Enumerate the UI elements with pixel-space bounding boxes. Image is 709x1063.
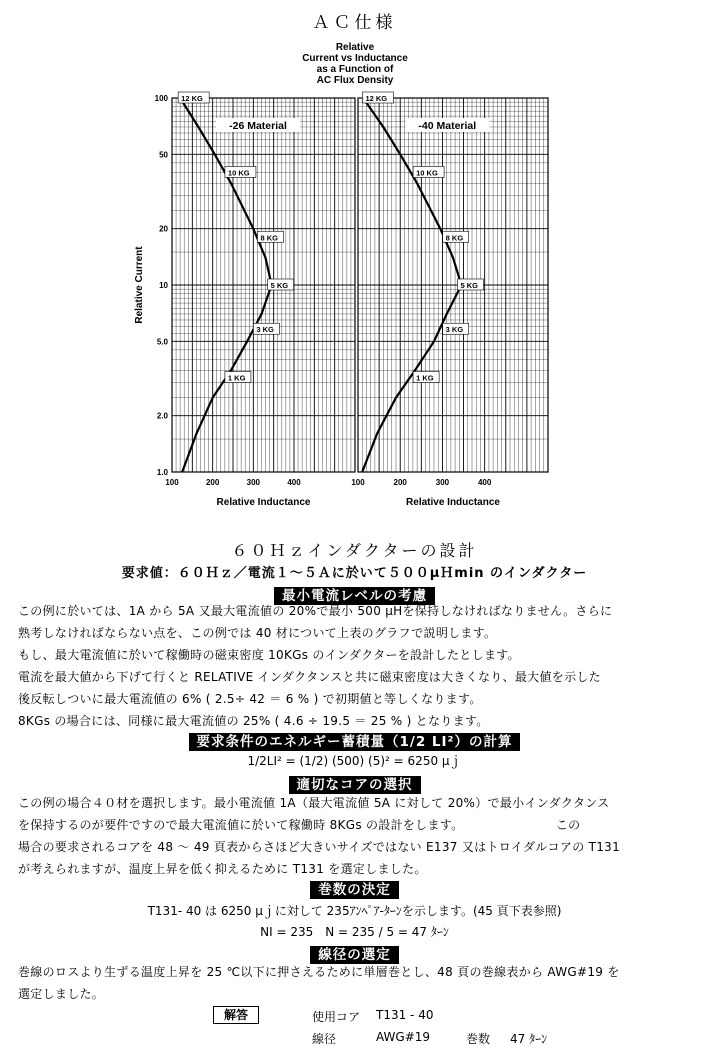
annotation-label: 3 KG xyxy=(445,325,464,335)
y-tick-label: 10 xyxy=(159,281,168,290)
paragraph-min-current xyxy=(18,600,690,732)
annotation-label: 8 KG xyxy=(260,233,278,243)
answer-core-label: 使用コア xyxy=(312,1010,361,1024)
text-line: 選定しました。 xyxy=(18,987,105,1001)
heading-core-select xyxy=(0,773,709,793)
chart-title-line: Relative xyxy=(335,42,375,53)
y-tick-label: 20 xyxy=(159,224,168,234)
answer-label: 解答 xyxy=(213,1006,259,1024)
text-line: 8KGs の場合には、同様に最大電流値の 25% ( 4.6 ÷ 19.5 ＝ 25 % ) となります。 xyxy=(18,714,489,728)
turns-line-2: NI = 235 N = 235 / 5 = 47 ﾀｰﾝ xyxy=(260,925,449,939)
text-line: が考えられますが、温度上昇を低く抑えるために T131 を選定しました。 xyxy=(18,862,427,876)
chart-title-line: Current vs Inductance xyxy=(302,53,408,64)
panel-label: -26 Material xyxy=(229,120,287,132)
x-axis-label: Relative Inductance xyxy=(406,497,500,508)
annotation-label: 12 KG xyxy=(181,94,203,103)
text-line: この例の場合４０材を選択します。最小電流値 1A（最大電流値 5A に対して 20%）で最小インダクタンス xyxy=(18,796,610,810)
heading-energy xyxy=(0,730,709,750)
heading-text: 最小電流レベルの考慮 xyxy=(274,587,435,605)
y-tick-label: 50 xyxy=(159,150,168,160)
heading-text: 巻数の決定 xyxy=(310,881,399,899)
y-tick-label: 5.0 xyxy=(156,337,168,347)
annotation-label: 3 KG xyxy=(256,325,274,335)
text-line: 後反転しついに最大電流値の 6% ( 2.5÷ 42 ＝ 6 % ) で初期値と等しくなります。 xyxy=(18,692,482,706)
text-line: 熟考しなければならない点を、この例では 40 材について上表のグラフで説明します。 xyxy=(18,626,497,640)
heading-text: 線径の選定 xyxy=(310,946,399,964)
annotation-label: 8 KG xyxy=(445,233,464,243)
page-title: ＡＣ仕様 xyxy=(312,13,397,33)
text-line: を保持するのが要件ですので最大電流値に於いて稼働時 8KGs の設計をします。 この xyxy=(18,818,581,832)
answer-turns-label: 巻数 xyxy=(466,1032,491,1046)
requirement-line: 要求値：６０Ｈｚ／電流１～５Ａに於いて５００μＨmin のインダクター xyxy=(121,566,588,581)
energy-formula: 1/2LI² = (1/2) (500) (5)² = 6250 μｊ xyxy=(247,754,462,768)
answer-wire-label: 線径 xyxy=(312,1032,337,1046)
x-tick-label: 400 xyxy=(287,478,301,487)
heading-wire xyxy=(0,943,709,963)
heading-text: 適切なコアの選択 xyxy=(289,776,421,794)
chart-panel-1 xyxy=(134,92,355,508)
x-tick-label: 200 xyxy=(205,478,220,487)
panel-label: -40 Material xyxy=(418,120,477,132)
heading-turns xyxy=(0,878,709,898)
chart-title-line: AC Flux Density xyxy=(316,75,394,86)
annotation-label: 10 KG xyxy=(416,168,438,178)
heading-text: 要求条件のエネルギー蓄積量（1/2 LI²）の計算 xyxy=(189,733,521,751)
annotation-label: 1 KG xyxy=(227,373,246,383)
x-tick-label: 200 xyxy=(393,478,407,487)
turns-line-1: T131- 40 は 6250 μｊに対して 235ｱﾝﾍﾟｱ-ﾀｰﾝを示します。(45 頁下表参照) xyxy=(147,904,562,918)
x-axis-label: Relative Inductance xyxy=(216,497,311,508)
inductance-chart xyxy=(0,0,709,520)
answer-wire-value: AWG#19 xyxy=(376,1030,431,1044)
text-line: この例に於いては、1A から 5A 又最大電流値の 20%で最小 500 μHを保持しなければなりません。さらに xyxy=(18,604,613,618)
text-line: 巻線のロスより生ずる温度上昇を 25 ℃以下に押さえるために単層巻とし、48 頁の巻線表から AWG#19 を xyxy=(18,965,620,979)
text-line: 電流を最大値から下げて行くと RELATIVE インダクタンスと共に磁束密度は大きくなり、最大値を示した xyxy=(18,670,601,684)
section-title: ６０Ｈｚインダクターの設計 xyxy=(231,541,478,560)
paragraph-core-select xyxy=(18,792,690,880)
annotation-label: 12 KG xyxy=(365,94,388,103)
x-tick-label: 300 xyxy=(435,478,450,487)
paragraph-wire xyxy=(18,961,690,1005)
answer-turns-value: 47 ﾀｰﾝ xyxy=(510,1032,548,1046)
y-tick-label: 1.0 xyxy=(156,468,168,477)
text-line: もし、最大電流値に於いて稼働時の磁束密度 10KGs のインダクターを設計したとします。 xyxy=(18,648,520,662)
x-tick-label: 100 xyxy=(165,478,179,487)
annotation-label: 1 KG xyxy=(416,373,434,383)
text-line: 場合の要求されるコアを 48 ～ 49 頁表からさほど大きいサイズではない E137 又はトロイダルコアの T131 xyxy=(18,840,621,854)
chart-panel-2 xyxy=(351,92,548,508)
annotation-label: 5 KG xyxy=(460,281,478,290)
annotation-label: 10 KG xyxy=(227,168,250,178)
annotation-label: 5 KG xyxy=(270,281,289,290)
x-tick-label: 300 xyxy=(246,478,261,487)
y-tick-label: 100 xyxy=(154,94,168,103)
x-tick-label: 400 xyxy=(477,478,492,487)
chart-title-line: as a Function of xyxy=(316,64,394,75)
y-tick-label: 2.0 xyxy=(156,411,168,421)
x-tick-label: 100 xyxy=(351,478,365,487)
y-axis-label: Relative Current xyxy=(134,246,145,324)
answer-core-value: T131 - 40 xyxy=(376,1008,434,1022)
